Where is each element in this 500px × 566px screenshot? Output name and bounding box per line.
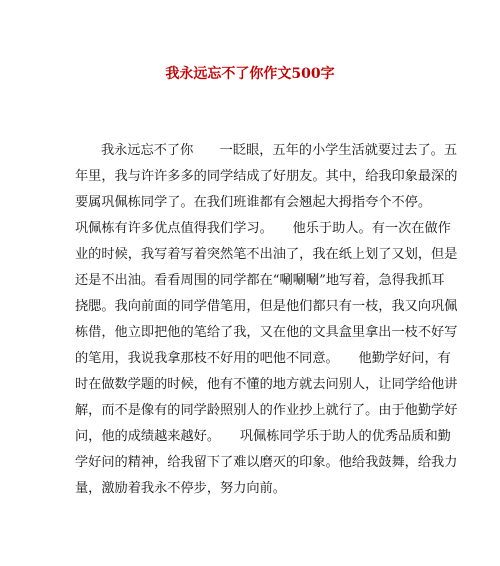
essay-line-13: 学好问的精神，给我留下了难以磨灭的印象。他给我鼓舞，给我力: [75, 455, 458, 470]
essay-line-6: 还是不出油。看看周围的同学都在“唰唰唰”地写着，急得我抓耳: [75, 273, 445, 288]
essay-line-10: 时在做数学题的时候，他有不懂的地方就去问别人，让同学给他讲: [75, 377, 458, 392]
essay-body: [75, 138, 458, 502]
essay-line-7: 挠腮。我向前面的同学借笔用，但是他们都只有一枝，我又向巩佩: [75, 299, 458, 314]
essay-line-11: 解，而不是像有的同学龄照别人的作业抄上就行了。由于他勤学好: [75, 403, 458, 418]
essay-line-8: 栋借，他立即把他的笔给了我，又在他的文具盒里拿出一枝不好写: [75, 325, 458, 340]
essay-line-2: 年里，我与许许多多的同学结成了好朋友。其中，给我印象最深的: [75, 169, 458, 184]
essay-line-12: 问，他的成绩越来越好。 巩佩栋同学乐于助人的优秀品质和勤: [75, 429, 451, 444]
document-title: 我永远忘不了你作文500字: [165, 66, 335, 82]
essay-line-14: 量，激励着我永不停步，努力向前。: [75, 481, 286, 496]
essay-line-9: 的笔用，我说我拿那枝不好用的吧他不同意。 他勤学好问，有: [75, 351, 451, 366]
essay-line-4: 巩佩栋有许多优点值得我们学习。 他乐于助人。有一次在做作: [75, 221, 451, 236]
essay-line-3: 要属巩佩栋同学了。在我们班谁都有会翘起大拇指夸个不停。: [75, 195, 432, 210]
essay-line-5: 业的时候，我写着写着突然笔不出油了，我在纸上划了又划，但是: [75, 247, 458, 262]
essay-line-1: 我永远忘不了你 一眨眼，五年的小学生活就要过去了。五: [101, 143, 458, 158]
